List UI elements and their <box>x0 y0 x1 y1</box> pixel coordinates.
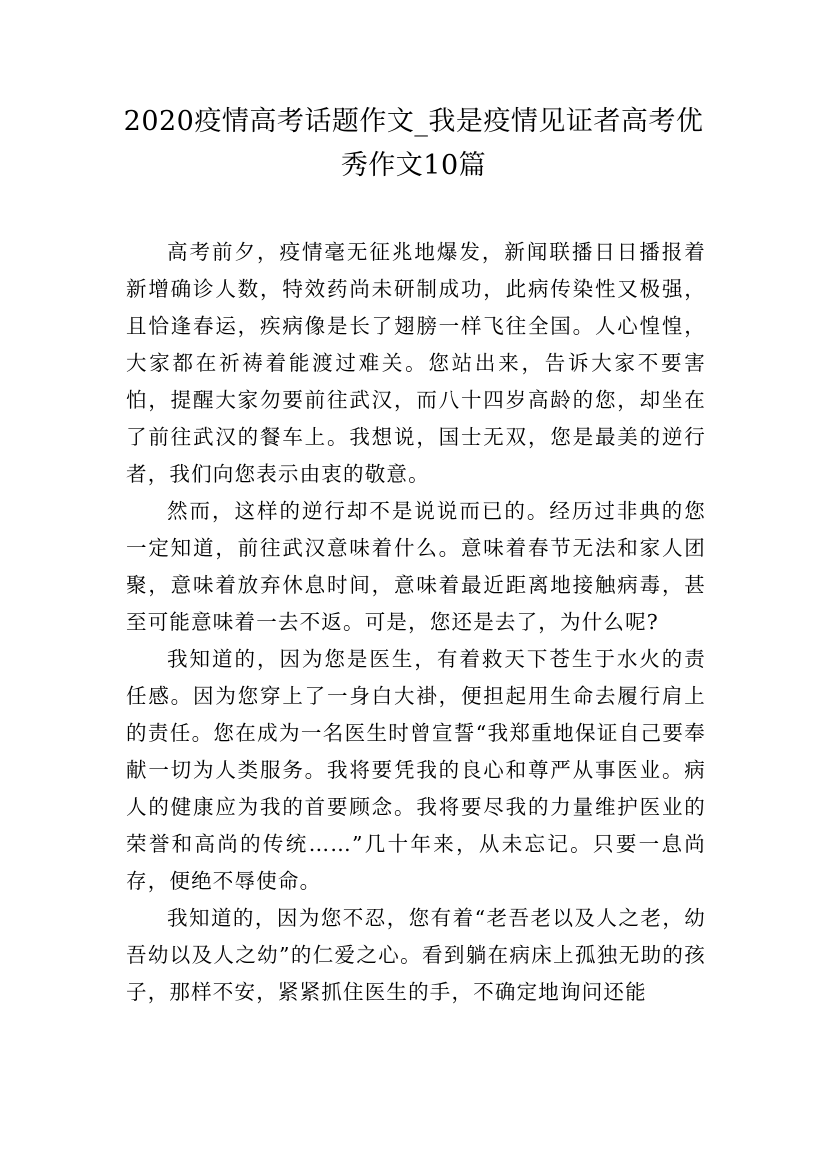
essay-body <box>126 234 706 1011</box>
paragraph: 高考前夕，疫情毫无征兆地爆发，新闻联播日日播报着新增确诊人数，特效药尚未研制成功，此病传染性又极强，且恰逢春运，疾病像是长了翅膀一样飞往全国。人心惶惶，大家都在祈祷着能渡过难关。您站出来，告诉大家不要害怕，提醒大家勿要前往武汉，而八十四岁高龄的您，却坐在了前往武汉的餐车上。我想说，国士无双，您是最美的逆行者，我们向您表示由衷的敬意。 <box>126 240 706 486</box>
paragraph: 我知道的，因为您是医生，有着救天下苍生于水火的责任感。因为您穿上了一身白大褂，便担起用生命去履行肩上的责任。您在成为一名医生时曾宣誓“我郑重地保证自己要奉献一切为人类服务。我将要凭我的良心和尊严从事医业。病人的健康应为我的首要顾念。我将要尽我的力量维护医业的荣誉和高尚的传统……”几十年来，从未忘记。只要一息尚存，便绝不辱使命。 <box>126 647 706 893</box>
paragraph: 然而，这样的逆行却不是说说而已的。经历过非典的您一定知道，前往武汉意味着什么。意味着春节无法和家人团聚，意味着放弃休息时间，意味着最近距离地接触病毒，甚至可能意味着一去不返。可是，您还是去了，为什么呢? <box>126 499 706 634</box>
document-title: 2020疫情高考话题作文_我是疫情见证者高考优秀作文10篇 <box>123 106 704 181</box>
paragraph: 我知道的，因为您不忍，您有着“老吾老以及人之老，幼吾幼以及人之幼”的仁爱之心。看到躺在病床上孤独无助的孩子，那样不安，紧紧抓住医生的手，不确定地询问还能 <box>126 906 706 1004</box>
